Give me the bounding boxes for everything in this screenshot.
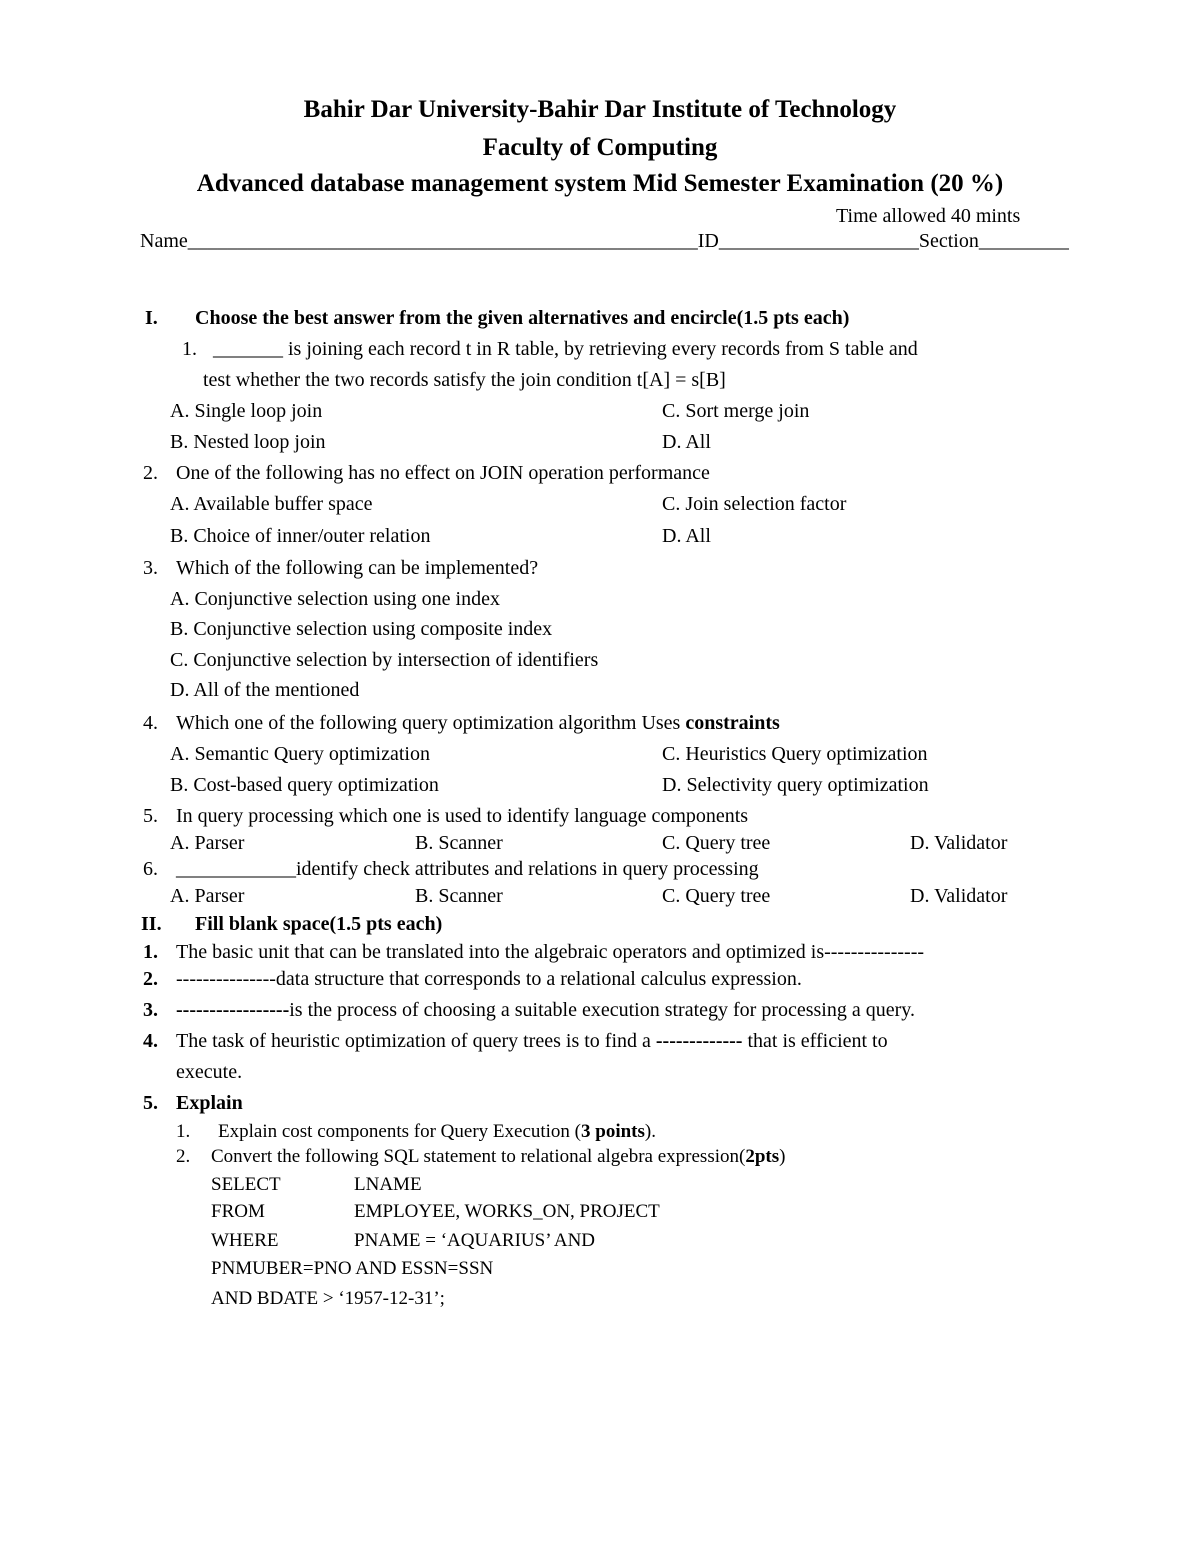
sql-value-where: PNAME = ‘AQUARIUS’ AND [354, 1230, 596, 1251]
explain-sub2-tail: ) [779, 1146, 786, 1167]
explain-sub1-text: Explain cost components for Query Execution ( [218, 1121, 582, 1142]
q3-option-d: D. All of the mentioned [170, 679, 360, 701]
q2-text: One of the following has no effect on JOIN operation performance [176, 462, 710, 484]
fill-3-text: is the process of choosing a suitable execution strategy for processing a query. [289, 999, 915, 1021]
q1-option-c: C. Sort merge join [662, 400, 810, 422]
fill-3-blank: ----------------- [176, 999, 290, 1021]
time-allowed: Time allowed 40 mints [836, 205, 1021, 227]
section2-title: Fill blank space(1.5 pts each) [195, 913, 443, 935]
q5-number: 5. [143, 805, 158, 827]
q1-option-b: B. Nested loop join [170, 431, 326, 453]
explain-sub2-number: 2. [176, 1146, 191, 1167]
fill-4-line [176, 1030, 888, 1053]
explain-sub1-points: 3 points [581, 1121, 645, 1142]
sql-line-4: PNMUBER=PNO AND ESSN=SSN [211, 1258, 494, 1279]
fill-1-text: The basic unit that can be translated into the algebraic operators and optimized is--------------- [176, 941, 925, 963]
university-title: Bahir Dar University-Bahir Dar Institute of Technology [303, 96, 897, 123]
q3-option-a: A. Conjunctive selection using one index [170, 588, 500, 610]
q6-option-b: B. Scanner [415, 885, 503, 907]
faculty-title: Faculty of Computing [482, 134, 718, 161]
sql-value-from: EMPLOYEE, WORKS_ON, PROJECT [354, 1201, 660, 1222]
q6-number: 6. [143, 858, 158, 880]
exam-title: Advanced database management system Mid Semester Examination (20 %) [196, 170, 1004, 197]
q1-text-line2: test whether the two records satisfy the join condition t[A] = s[B] [203, 369, 726, 391]
name-id-section-line: Name___________________________________________________ID____________________Section_________ [140, 230, 1069, 252]
explain-sub1-tail: ). [644, 1121, 656, 1142]
fill-3-line [176, 999, 915, 1022]
q6-text: ____________identify check attributes and relations in query processing [176, 858, 759, 880]
fill-2-text: ---------------data structure that corresponds to a relational calculus expression. [176, 968, 802, 990]
explain-sub2-points: 2pts [745, 1146, 780, 1167]
fill-4-text-a: The task of heuristic optimization of query trees is to find a [176, 1030, 651, 1052]
q3-option-b: B. Conjunctive selection using composite index [170, 618, 553, 640]
q5-option-b: B. Scanner [415, 832, 503, 854]
explain-number: 5. [143, 1092, 158, 1114]
fill-4-line2: execute. [176, 1061, 243, 1083]
q2-number: 2. [143, 462, 158, 484]
explain-sub2-line [211, 1146, 785, 1168]
q3-text: Which of the following can be implemented? [176, 557, 539, 579]
q3-option-c: C. Conjunctive selection by intersection of identifiers [170, 649, 599, 671]
sql-line-5: AND BDATE > ‘1957-12-31’; [211, 1288, 445, 1309]
fill-4-blank: ------------- [655, 1030, 743, 1052]
fill-4-text-b: that is efficient to [747, 1030, 888, 1052]
fill-2-number: 2. [143, 968, 158, 990]
fill-1-number: 1. [143, 941, 158, 963]
q6-option-c: C. Query tree [662, 885, 771, 907]
explain-title: Explain [176, 1092, 243, 1114]
q4-bold-word: constraints [685, 712, 780, 734]
sql-keyword-select: SELECT [211, 1174, 281, 1195]
q4-option-a: A. Semantic Query optimization [170, 743, 430, 765]
fill-4-number: 4. [143, 1030, 158, 1052]
q2-option-b: B. Choice of inner/outer relation [170, 525, 431, 547]
explain-sub2-text: Convert the following SQL statement to relational algebra expression( [211, 1146, 746, 1167]
q5-text: In query processing which one is used to identify language components [176, 805, 749, 827]
q4-text-line [176, 712, 780, 735]
q4-option-b: B. Cost-based query optimization [170, 774, 439, 796]
q4-text: Which one of the following query optimization algorithm Uses [176, 712, 681, 734]
explain-sub1-line [218, 1121, 656, 1143]
q4-number: 4. [143, 712, 158, 734]
q3-number: 3. [143, 557, 158, 579]
q2-option-d: D. All [662, 525, 711, 547]
q2-option-a: A. Available buffer space [170, 493, 373, 515]
section1-title: Choose the best answer from the given alternatives and encircle(1.5 pts each) [195, 307, 850, 329]
sql-value-select: LNAME [354, 1174, 422, 1195]
section2-numeral: II. [141, 913, 162, 935]
q1-option-d: D. All [662, 431, 711, 453]
q5-option-d: D. Validator [910, 832, 1008, 854]
q4-option-c: C. Heuristics Query optimization [662, 743, 928, 765]
q2-option-c: C. Join selection factor [662, 493, 847, 515]
q4-option-d: D. Selectivity query optimization [662, 774, 929, 796]
sql-keyword-from: FROM [211, 1201, 265, 1222]
q6-option-a: A. Parser [170, 885, 245, 907]
fill-3-number: 3. [143, 999, 158, 1021]
q5-option-a: A. Parser [170, 832, 245, 854]
q5-option-c: C. Query tree [662, 832, 771, 854]
sql-keyword-where: WHERE [211, 1230, 279, 1251]
q1-number: 1. [182, 338, 197, 360]
explain-sub1-number: 1. [176, 1121, 191, 1142]
section1-numeral: I. [145, 307, 158, 329]
q6-option-d: D. Validator [910, 885, 1008, 907]
q1-option-a: A. Single loop join [170, 400, 323, 422]
q1-text-line1: _______ is joining each record t in R table, by retrieving every records from S table and [213, 338, 918, 360]
